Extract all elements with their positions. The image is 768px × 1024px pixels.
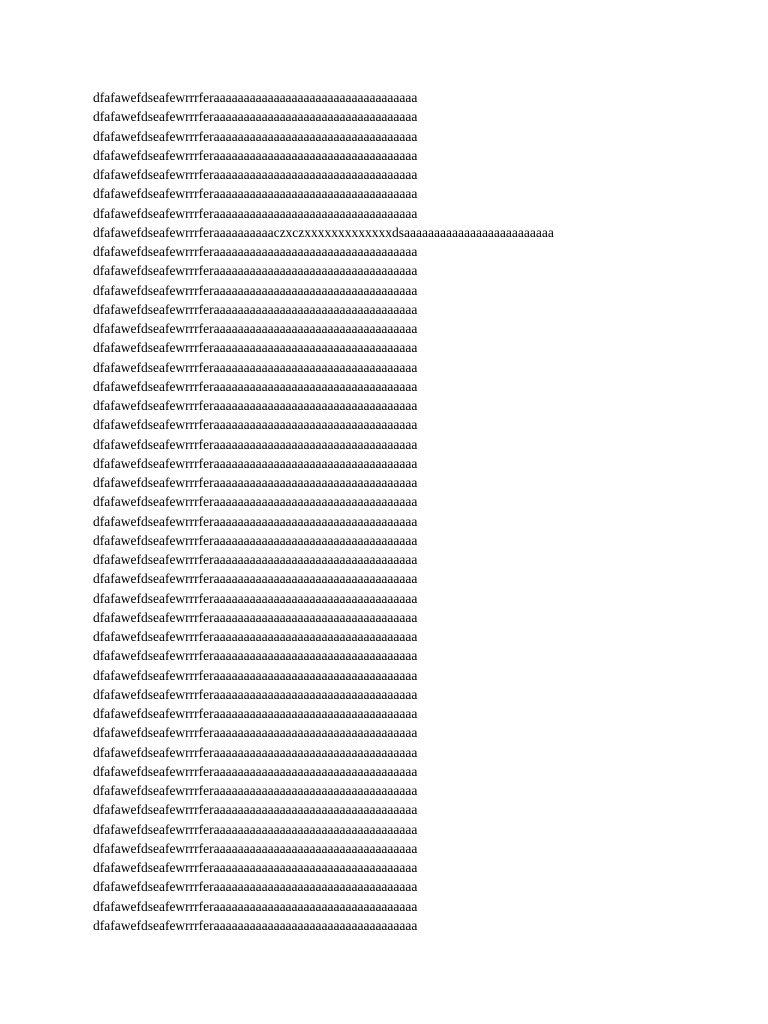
text-line: dfafawefdseafewrrrferaaaaaaaaaaaaaaaaaaaaaaaaaaaaaaaaaa — [93, 532, 418, 548]
text-line: dfafawefdseafewrrrferaaaaaaaaaaaaaaaaaaaaaaaaaaaaaaaaaa — [93, 436, 418, 452]
text-line: dfafawefdseafewrrrferaaaaaaaaaaaaaaaaaaaaaaaaaaaaaaaaaa — [93, 378, 418, 394]
text-line: dfafawefdseafewrrrferaaaaaaaaaaaaaaaaaaaaaaaaaaaaaaaaaa — [93, 321, 418, 336]
text-line: dfafawefdseafewrrrferaaaaaaaaaaaaaaaaaaaaaaaaaaaaaaaaaa — [93, 783, 418, 798]
text-line: dfafawefdseafewrrrferaaaaaaaaaaaaaaaaaaaaaaaaaaaaaaaaaa — [93, 879, 418, 895]
text-line: dfafawefdseafewrrrferaaaaaaaaaaaaaaaaaaaaaaaaaaaaaaaaaa — [93, 147, 418, 163]
text-line: dfafawefdseafewrrrferaaaaaaaaaaaaaaaaaaaaaaaaaaaaaaaaaa — [93, 571, 418, 587]
text-line: dfafawefdseafewrrrferaaaaaaaaaaaaaaaaaaaaaaaaaaaaaaaaaa — [93, 840, 418, 856]
text-line: dfafawefdseafewrrrferaaaaaaaaaaaaaaaaaaaaaaaaaaaaaaaaaa — [93, 667, 418, 683]
text-line: dfafawefdseafewrrrferaaaaaaaaaaaaaaaaaaaaaaaaaaaaaaaaaa — [93, 340, 418, 356]
text-line: dfafawefdseafewrrrferaaaaaaaaaaaaaaaaaaaaaaaaaaaaaaaaaa — [93, 802, 418, 818]
text-line: dfafawefdseafewrrrferaaaaaaaaaaaaaaaaaaaaaaaaaaaaaaaaaa — [93, 109, 418, 125]
text-line: dfafawefdseafewrrrferaaaaaaaaaaaaaaaaaaaaaaaaaaaaaaaaaa — [93, 417, 418, 433]
text-line: dfafawefdseafewrrrferaaaaaaaaaaaaaaaaaaaaaaaaaaaaaaaaaa — [93, 513, 418, 529]
text-line: dfafawefdseafewrrrferaaaaaaaaaaaaaaaaaaaaaaaaaaaaaaaaaa — [93, 455, 418, 471]
text-line: dfafawefdseafewrrrferaaaaaaaaaaaaaaaaaaaaaaaaaaaaaaaaaa — [93, 552, 418, 567]
text-line: dfafawefdseafewrrrferaaaaaaaaaaaaaaaaaaaaaaaaaaaaaaaaaa — [93, 186, 418, 202]
text-line: dfafawefdseafewrrrferaaaaaaaaaaaaaaaaaaaaaaaaaaaaaaaaaa — [93, 244, 418, 259]
document-body — [93, 88, 753, 935]
text-line: dfafawefdseafewrrrferaaaaaaaaaaaaaaaaaaaaaaaaaaaaaaaaaa — [93, 90, 418, 105]
text-line: dfafawefdseafewrrrferaaaaaaaaaaaaaaaaaaaaaaaaaaaaaaaaaa — [93, 398, 418, 413]
text-line: dfafawefdseafewrrrferaaaaaaaaaaaaaaaaaaaaaaaaaaaaaaaaaa — [93, 609, 418, 625]
text-line: dfafawefdseafewrrrferaaaaaaaaaaaaaaaaaaaaaaaaaaaaaaaaaa — [93, 128, 418, 144]
text-line: dfafawefdseafewrrrferaaaaaaaaaaaaaaaaaaaaaaaaaaaaaaaaaa — [93, 494, 418, 510]
text-line: dfafawefdseafewrrrferaaaaaaaaaaaaaaaaaaaaaaaaaaaaaaaaaa — [93, 763, 418, 779]
text-line: dfafawefdseafewrrrferaaaaaaaaaaaaaaaaaaaaaaaaaaaaaaaaaa — [93, 301, 418, 317]
text-line: dfafawefdseafewrrrferaaaaaaaaaaaaaaaaaaaaaaaaaaaaaaaaaa — [93, 590, 418, 606]
text-line: dfafawefdseafewrrrferaaaaaaaaaaaaaaaaaaaaaaaaaaaaaaaaaa — [93, 629, 418, 644]
text-line: dfafawefdseafewrrrferaaaaaaaaaaaaaaaaaaaaaaaaaaaaaaaaaa — [93, 917, 418, 933]
text-line: dfafawefdseafewrrrferaaaaaaaaaaaaaaaaaaaaaaaaaaaaaaaaaa — [93, 205, 418, 221]
text-line: dfafawefdseafewrrrferaaaaaaaaaaaaaaaaaaaaaaaaaaaaaaaaaa — [93, 648, 418, 664]
text-line: dfafawefdseafewrrrferaaaaaaaaaaaaaaaaaaaaaaaaaaaaaaaaaa — [93, 860, 418, 875]
text-line: dfafawefdseafewrrrferaaaaaaaaaaczxczxxxxxxxxxxxxxdsaaaaaaaaaaaaaaaaaaaaaaaaa — [93, 224, 554, 240]
text-line: dfafawefdseafewrrrferaaaaaaaaaaaaaaaaaaaaaaaaaaaaaaaaaa — [93, 263, 418, 279]
text-line: dfafawefdseafewrrrferaaaaaaaaaaaaaaaaaaaaaaaaaaaaaaaaaa — [93, 706, 418, 721]
text-line: dfafawefdseafewrrrferaaaaaaaaaaaaaaaaaaaaaaaaaaaaaaaaaa — [93, 686, 418, 702]
text-line: dfafawefdseafewrrrferaaaaaaaaaaaaaaaaaaaaaaaaaaaaaaaaaa — [93, 744, 418, 760]
text-line: dfafawefdseafewrrrferaaaaaaaaaaaaaaaaaaaaaaaaaaaaaaaaaa — [93, 821, 418, 837]
text-line: dfafawefdseafewrrrferaaaaaaaaaaaaaaaaaaaaaaaaaaaaaaaaaa — [93, 898, 418, 914]
text-line: dfafawefdseafewrrrferaaaaaaaaaaaaaaaaaaaaaaaaaaaaaaaaaa — [93, 167, 418, 182]
text-line: dfafawefdseafewrrrferaaaaaaaaaaaaaaaaaaaaaaaaaaaaaaaaaa — [93, 475, 418, 490]
text-line: dfafawefdseafewrrrferaaaaaaaaaaaaaaaaaaaaaaaaaaaaaaaaaa — [93, 282, 418, 298]
text-line: dfafawefdseafewrrrferaaaaaaaaaaaaaaaaaaaaaaaaaaaaaaaaaa — [93, 359, 418, 375]
text-line: dfafawefdseafewrrrferaaaaaaaaaaaaaaaaaaaaaaaaaaaaaaaaaa — [93, 725, 418, 741]
